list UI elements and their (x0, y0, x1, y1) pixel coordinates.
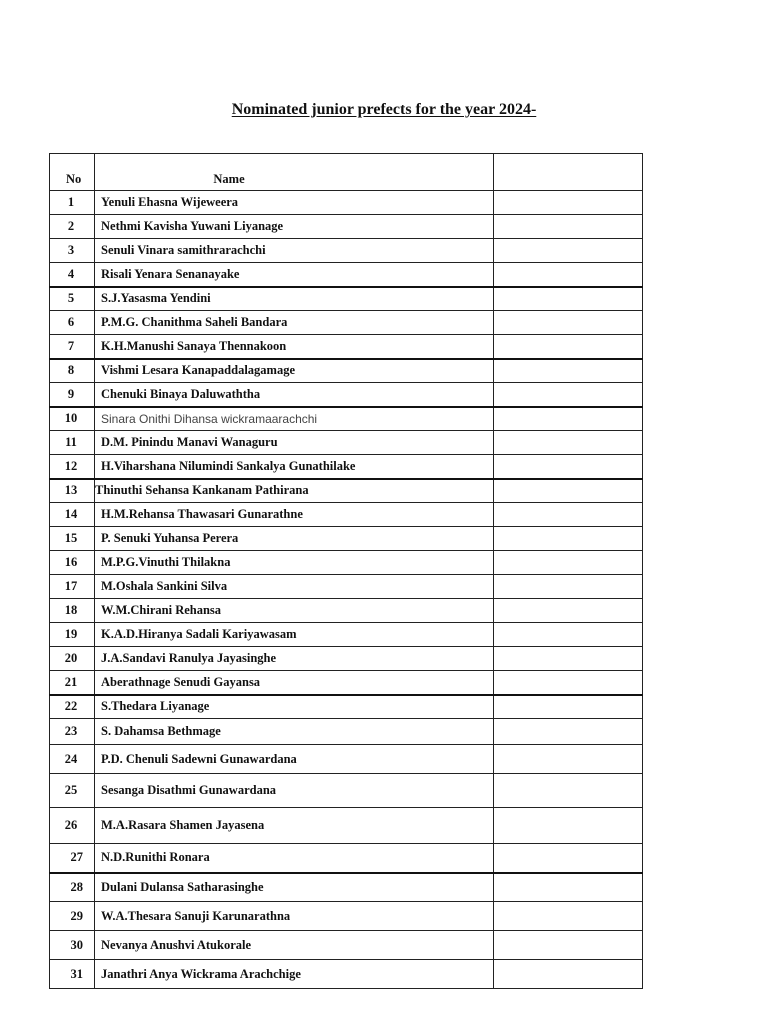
row-number: 7 (50, 335, 95, 359)
student-name: N.D.Runithi Ronara (95, 844, 494, 873)
empty-cell (494, 551, 643, 575)
table-row (50, 455, 643, 479)
header-name: Name (95, 154, 494, 191)
table-row (50, 551, 643, 575)
student-name: K.A.D.Hiranya Sadali Kariyawasam (95, 623, 494, 647)
row-number: 12 (50, 455, 95, 479)
empty-cell (494, 808, 643, 844)
row-number: 14 (50, 503, 95, 527)
row-number: 26 (50, 808, 95, 844)
empty-cell (494, 774, 643, 808)
empty-cell (494, 455, 643, 479)
table-row (50, 873, 643, 902)
empty-cell (494, 527, 643, 551)
row-number: 9 (50, 383, 95, 407)
row-number: 11 (50, 431, 95, 455)
row-number: 30 (50, 931, 95, 960)
student-name: Yenuli Ehasna Wijeweera (95, 191, 494, 215)
row-number: 29 (50, 902, 95, 931)
row-number: 19 (50, 623, 95, 647)
header-no: No (50, 154, 95, 191)
empty-cell (494, 503, 643, 527)
empty-cell (494, 647, 643, 671)
table-row (50, 527, 643, 551)
header-extra (494, 154, 643, 191)
table-body (50, 191, 643, 989)
table-row (50, 719, 643, 745)
empty-cell (494, 407, 643, 431)
table-row (50, 774, 643, 808)
empty-cell (494, 599, 643, 623)
row-number: 6 (50, 311, 95, 335)
table-row (50, 695, 643, 719)
row-number: 15 (50, 527, 95, 551)
row-number: 20 (50, 647, 95, 671)
student-name: M.P.G.Vinuthi Thilakna (95, 551, 494, 575)
empty-cell (494, 263, 643, 287)
student-name: Aberathnage Senudi Gayansa (95, 671, 494, 695)
prefects-table (49, 153, 643, 989)
student-name: P.D. Chenuli Sadewni Gunawardana (95, 745, 494, 774)
row-number: 5 (50, 287, 95, 311)
empty-cell (494, 960, 643, 989)
table-row (50, 808, 643, 844)
table-row (50, 287, 643, 311)
empty-cell (494, 671, 643, 695)
student-name: S. Dahamsa Bethmage (95, 719, 494, 745)
table-row (50, 844, 643, 873)
row-number: 28 (50, 873, 95, 902)
student-name: Janathri Anya Wickrama Arachchige (95, 960, 494, 989)
student-name: H.Viharshana Nilumindi Sankalya Gunathilake (95, 455, 494, 479)
student-name: Senuli Vinara samithrarachchi (95, 239, 494, 263)
empty-cell (494, 623, 643, 647)
student-name: M.Oshala Sankini Silva (95, 575, 494, 599)
empty-cell (494, 931, 643, 960)
row-number: 27 (50, 844, 95, 873)
empty-cell (494, 311, 643, 335)
table-row (50, 239, 643, 263)
student-name: Dulani Dulansa Satharasinghe (95, 873, 494, 902)
row-number: 21 (50, 671, 95, 695)
page-title-text: Nominated junior prefects for the year 2024- (231, 101, 537, 118)
row-number: 4 (50, 263, 95, 287)
page-title (0, 101, 768, 119)
table-row (50, 575, 643, 599)
row-number: 31 (50, 960, 95, 989)
empty-cell (494, 844, 643, 873)
empty-cell (494, 191, 643, 215)
student-name: P. Senuki Yuhansa Perera (95, 527, 494, 551)
row-number: 17 (50, 575, 95, 599)
table-row (50, 335, 643, 359)
empty-cell (494, 479, 643, 503)
student-name: J.A.Sandavi Ranulya Jayasinghe (95, 647, 494, 671)
row-number: 23 (50, 719, 95, 745)
table-row (50, 960, 643, 989)
table-row (50, 263, 643, 287)
row-number: 18 (50, 599, 95, 623)
table-row (50, 745, 643, 774)
student-name: M.A.Rasara Shamen Jayasena (95, 808, 494, 844)
row-number: 16 (50, 551, 95, 575)
student-name: Thinuthi Sehansa Kankanam Pathirana (95, 479, 494, 503)
empty-cell (494, 745, 643, 774)
empty-cell (494, 873, 643, 902)
table-row (50, 623, 643, 647)
student-name: Sesanga Disathmi Gunawardana (95, 774, 494, 808)
empty-cell (494, 359, 643, 383)
empty-cell (494, 431, 643, 455)
table-row (50, 215, 643, 239)
student-name: Chenuki Binaya Daluwaththa (95, 383, 494, 407)
empty-cell (494, 287, 643, 311)
table-row (50, 599, 643, 623)
student-name: S.J.Yasasma Yendini (95, 287, 494, 311)
row-number: 10 (50, 407, 95, 431)
empty-cell (494, 575, 643, 599)
empty-cell (494, 239, 643, 263)
row-number: 13 (50, 479, 95, 503)
row-number: 22 (50, 695, 95, 719)
table-row (50, 479, 643, 503)
table-row (50, 931, 643, 960)
empty-cell (494, 719, 643, 745)
student-name: H.M.Rehansa Thawasari Gunarathne (95, 503, 494, 527)
row-number: 8 (50, 359, 95, 383)
table-row (50, 383, 643, 407)
empty-cell (494, 335, 643, 359)
row-number: 24 (50, 745, 95, 774)
table-row (50, 647, 643, 671)
table-row (50, 191, 643, 215)
student-name: W.A.Thesara Sanuji Karunarathna (95, 902, 494, 931)
table-row (50, 359, 643, 383)
empty-cell (494, 695, 643, 719)
student-name: Sinara Onithi Dihansa wickramaarachchi (95, 407, 494, 431)
student-name: S.Thedara Liyanage (95, 695, 494, 719)
empty-cell (494, 383, 643, 407)
student-name: Risali Yenara Senanayake (95, 263, 494, 287)
row-number: 2 (50, 215, 95, 239)
table-row (50, 503, 643, 527)
row-number: 1 (50, 191, 95, 215)
empty-cell (494, 902, 643, 931)
student-name: Vishmi Lesara Kanapaddalagamage (95, 359, 494, 383)
student-name: Nethmi Kavisha Yuwani Liyanage (95, 215, 494, 239)
student-name: W.M.Chirani Rehansa (95, 599, 494, 623)
student-name: D.M. Pinindu Manavi Wanaguru (95, 431, 494, 455)
empty-cell (494, 215, 643, 239)
student-name: Nevanya Anushvi Atukorale (95, 931, 494, 960)
row-number: 3 (50, 239, 95, 263)
table-row (50, 407, 643, 431)
student-name: P.M.G. Chanithma Saheli Bandara (95, 311, 494, 335)
student-name: K.H.Manushi Sanaya Thennakoon (95, 335, 494, 359)
row-number: 25 (50, 774, 95, 808)
table-row (50, 431, 643, 455)
table-header-row (50, 154, 643, 191)
table-row (50, 902, 643, 931)
table-row (50, 671, 643, 695)
table-row (50, 311, 643, 335)
